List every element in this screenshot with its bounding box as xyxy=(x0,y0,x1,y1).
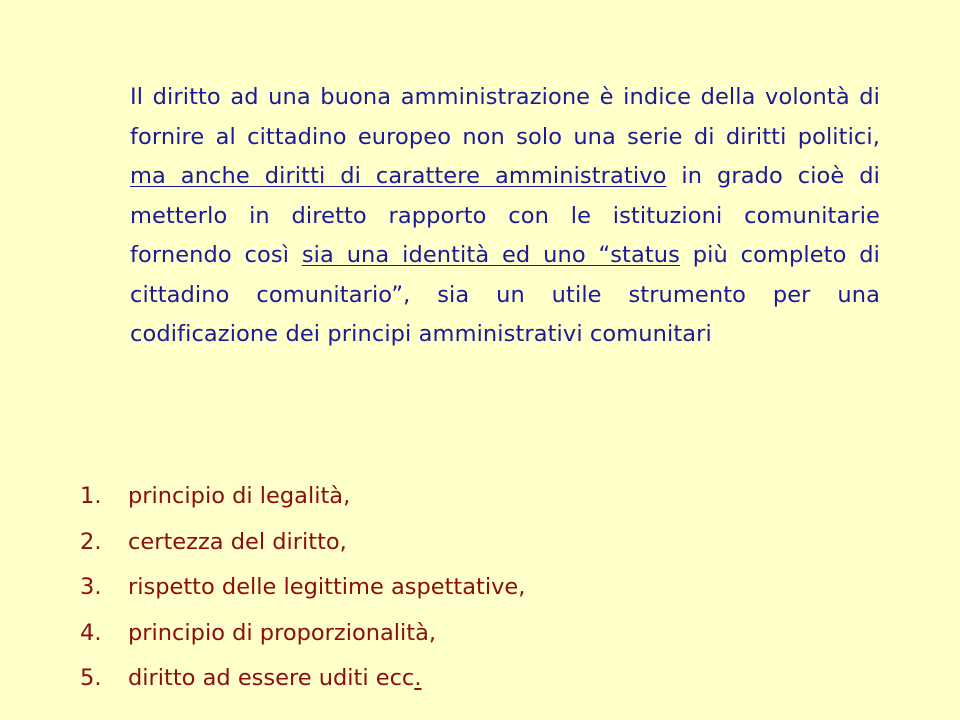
list-item-trailing-period: . xyxy=(414,665,422,691)
list-item-text: certezza del diritto, xyxy=(128,528,347,555)
paragraph-text-1: Il diritto ad una buona amministrazione è indice della volontà di fornire al cittadino europeo non solo una serie di diritti politici, xyxy=(130,84,880,150)
paragraph-text-2: in grado cioè di metterlo in diretto rapporto con le istituzioni comunitarie fornendo così xyxy=(130,163,880,268)
principles-list xyxy=(80,474,525,702)
list-item xyxy=(80,520,525,566)
list-item-number: 1. xyxy=(80,483,102,509)
body-paragraph xyxy=(130,78,880,355)
list-item-text: principio di legalità, xyxy=(128,483,351,509)
paragraph-text-3: più completo di cittadino comunitario”, sia un utile strumento per una codificazione dei principi amministrativi comunitari xyxy=(130,242,880,347)
list-item-text: principio di proporzionalità, xyxy=(128,619,437,646)
list-item-text: rispetto delle legittime aspettative, xyxy=(128,574,526,600)
list-item-number: 2. xyxy=(80,528,102,555)
list-item xyxy=(80,656,525,702)
list-item xyxy=(80,474,525,520)
paragraph-underlined-1: ma anche diritti di carattere amministrativo xyxy=(130,163,667,189)
paragraph-underlined-2: sia una identità ed uno “status xyxy=(301,242,680,268)
list-item-text: diritto ad essere uditi ecc xyxy=(128,665,415,691)
list-item xyxy=(80,611,525,657)
list-item-number: 4. xyxy=(80,619,102,646)
list-item-number: 3. xyxy=(80,574,102,600)
list-item xyxy=(80,565,525,611)
list-item-number: 5. xyxy=(80,665,102,691)
